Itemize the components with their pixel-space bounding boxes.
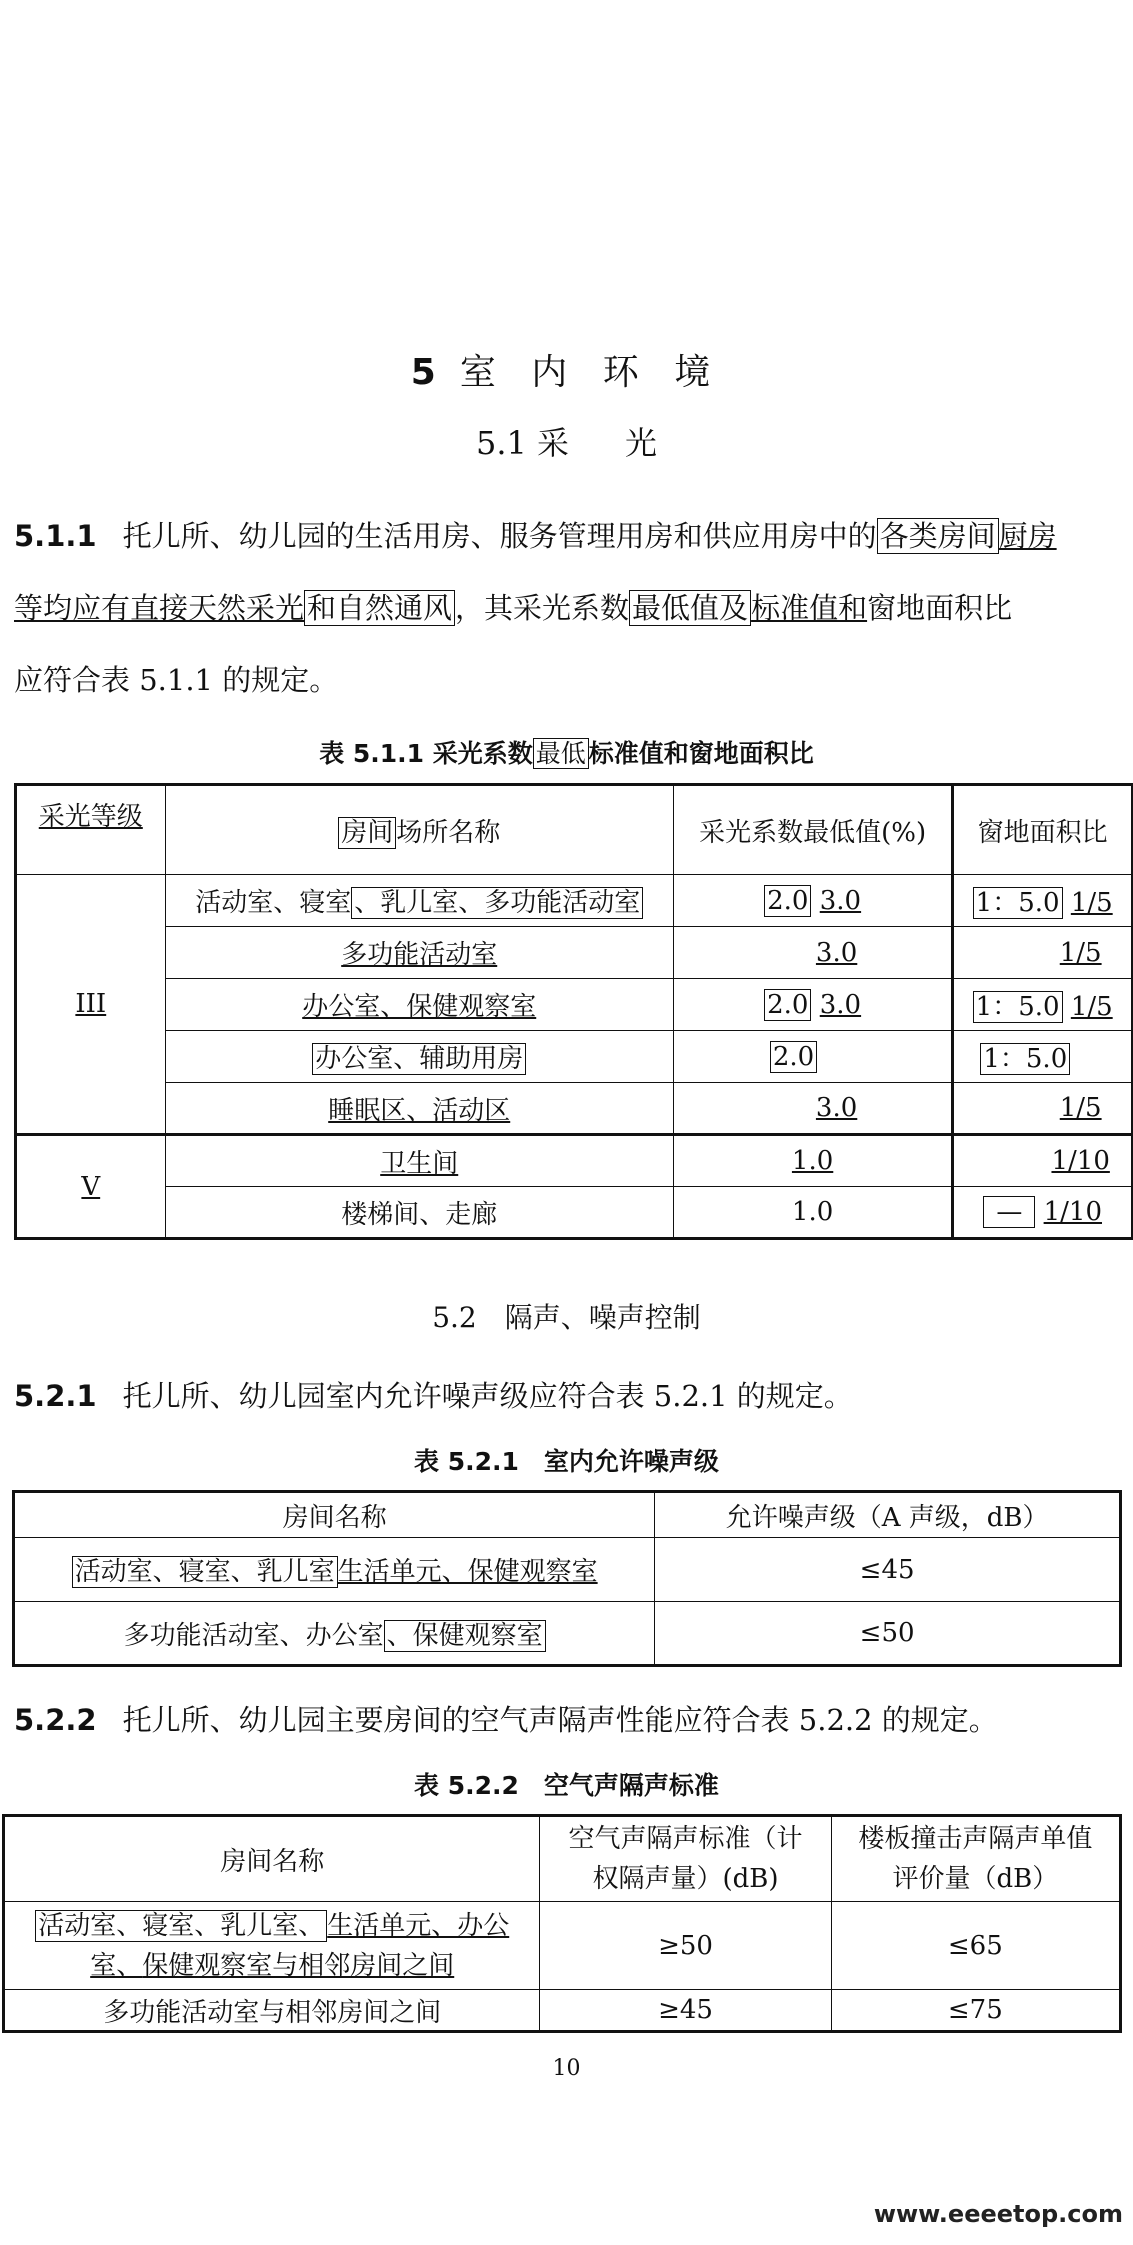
room-cell: 睡眠区、活动区 [165,1083,673,1135]
coef-cell: 2.0 [673,1031,952,1083]
table-header-row [14,1492,1121,1538]
header-room: 房间名称 [14,1492,655,1538]
room-cell: 办公室、辅助用房 [165,1031,673,1083]
paragraph-5-2-1: 5.2.1 托儿所、幼儿园室内允许噪声级应符合表 5.2.1 的规定。 [14,1379,853,1413]
table-5-2-1 [12,1490,1122,1667]
header-room: 房间名称 [4,1816,540,1902]
coef-cell: 1.0 [673,1187,952,1239]
header-ratio: 窗地面积比 [953,785,1133,875]
paragraph-5-2-2: 5.2.2 托儿所、幼儿园主要房间的空气声隔声性能应符合表 5.2.2 的规定。 [14,1703,998,1737]
table-5-1-1-caption: 表 5.1.1 采光系数 最低 标准值和窗地面积比 [319,739,814,768]
room-cell: 多功能活动室、办公室 、保健观察室 [14,1602,655,1666]
table-5-2-2 [2,1814,1122,2033]
section-title-5-2: 5.2 隔声、噪声控制 [432,1301,701,1334]
table-row [16,1083,1133,1135]
table-5-1-1 [14,783,1133,1240]
header-coefficient: 采光系数最低值(%) [673,785,952,875]
ratio-cell: 1/10 [953,1135,1133,1187]
table-5-2-1-caption: 表 5.2.1 室内允许噪声级 [414,1447,719,1476]
table-row [14,1538,1121,1602]
page-number: 10 [552,2056,581,2081]
table-row [16,1187,1133,1239]
table-row [4,1902,1121,1990]
table-header-row [4,1816,1121,1902]
table-row [16,979,1133,1031]
ratio-cell: 1：5.0 [953,1031,1133,1083]
ratio-cell: 1/5 [953,1083,1133,1135]
header-airborne: 空气声隔声标准（计 权隔声量）(dB) [540,1816,831,1902]
watermark: www.eeeetop.com [873,2200,1123,2228]
ratio-cell: 1：5.0 1/5 [953,979,1133,1031]
airborne-cell: ≥50 [540,1902,831,1990]
table-row [16,1031,1133,1083]
coef-cell: 2.0 3.0 [673,875,952,927]
coef-cell: 3.0 [673,927,952,979]
table-row [16,927,1133,979]
ratio-cell: 1：5.0 1/5 [953,875,1133,927]
table-row [16,1135,1133,1187]
room-cell: 多功能活动室 [165,927,673,979]
coef-cell: 2.0 3.0 [673,979,952,1031]
level-cell: III [16,875,166,1135]
header-room: 房间 场所名称 [165,785,673,875]
header-level: 采光等级 [16,785,166,875]
table-header-row [16,785,1133,875]
room-cell: 活动室、寝室、乳儿室 生活单元、保健观察室 [14,1538,655,1602]
noise-cell: ≤45 [655,1538,1121,1602]
ratio-cell: 1/5 [953,927,1133,979]
room-cell: 卫生间 [165,1135,673,1187]
table-row [16,875,1133,927]
table-row [14,1602,1121,1666]
section-title-5-1: 5.1 采 光 [475,424,658,462]
header-noise: 允许噪声级（A 声级，dB） [655,1492,1121,1538]
paragraph-5-1-1: 5.1.1 托儿所、幼儿园的生活用房、服务管理用房和供应用房中的 各类房间 厨房 等均应有直接天然采光 和自然通风 ，其采光系数 最低值及 标准值和窗地面积比 应符合表 5.1.1 的规定。 [14,519,1057,697]
airborne-cell: ≥45 [540,1990,831,2032]
impact-cell: ≤65 [831,1902,1120,1990]
header-impact: 楼板撞击声隔声单值 评价量（dB） [831,1816,1120,1902]
room-cell: 活动室、寝室、乳儿室、 生活单元、办公 室、保健观察室与相邻房间之间 [4,1902,540,1990]
level-cell: V [16,1135,166,1239]
room-cell: 楼梯间、走廊 [165,1187,673,1239]
impact-cell: ≤75 [831,1990,1120,2032]
coef-cell: 3.0 [673,1083,952,1135]
table-5-2-2-caption: 表 5.2.2 空气声隔声标准 [414,1771,719,1800]
coef-cell: 1.0 [673,1135,952,1187]
room-cell: 办公室、保健观察室 [165,979,673,1031]
chapter-title: 5 室 内 环 境 [410,352,723,393]
table-row [4,1990,1121,2032]
room-cell: 活动室、寝室 、乳儿室、多功能活动室 [165,875,673,927]
noise-cell: ≤50 [655,1602,1121,1666]
room-cell: 多功能活动室与相邻房间之间 [4,1990,540,2032]
ratio-cell: — 1/10 [953,1187,1133,1239]
